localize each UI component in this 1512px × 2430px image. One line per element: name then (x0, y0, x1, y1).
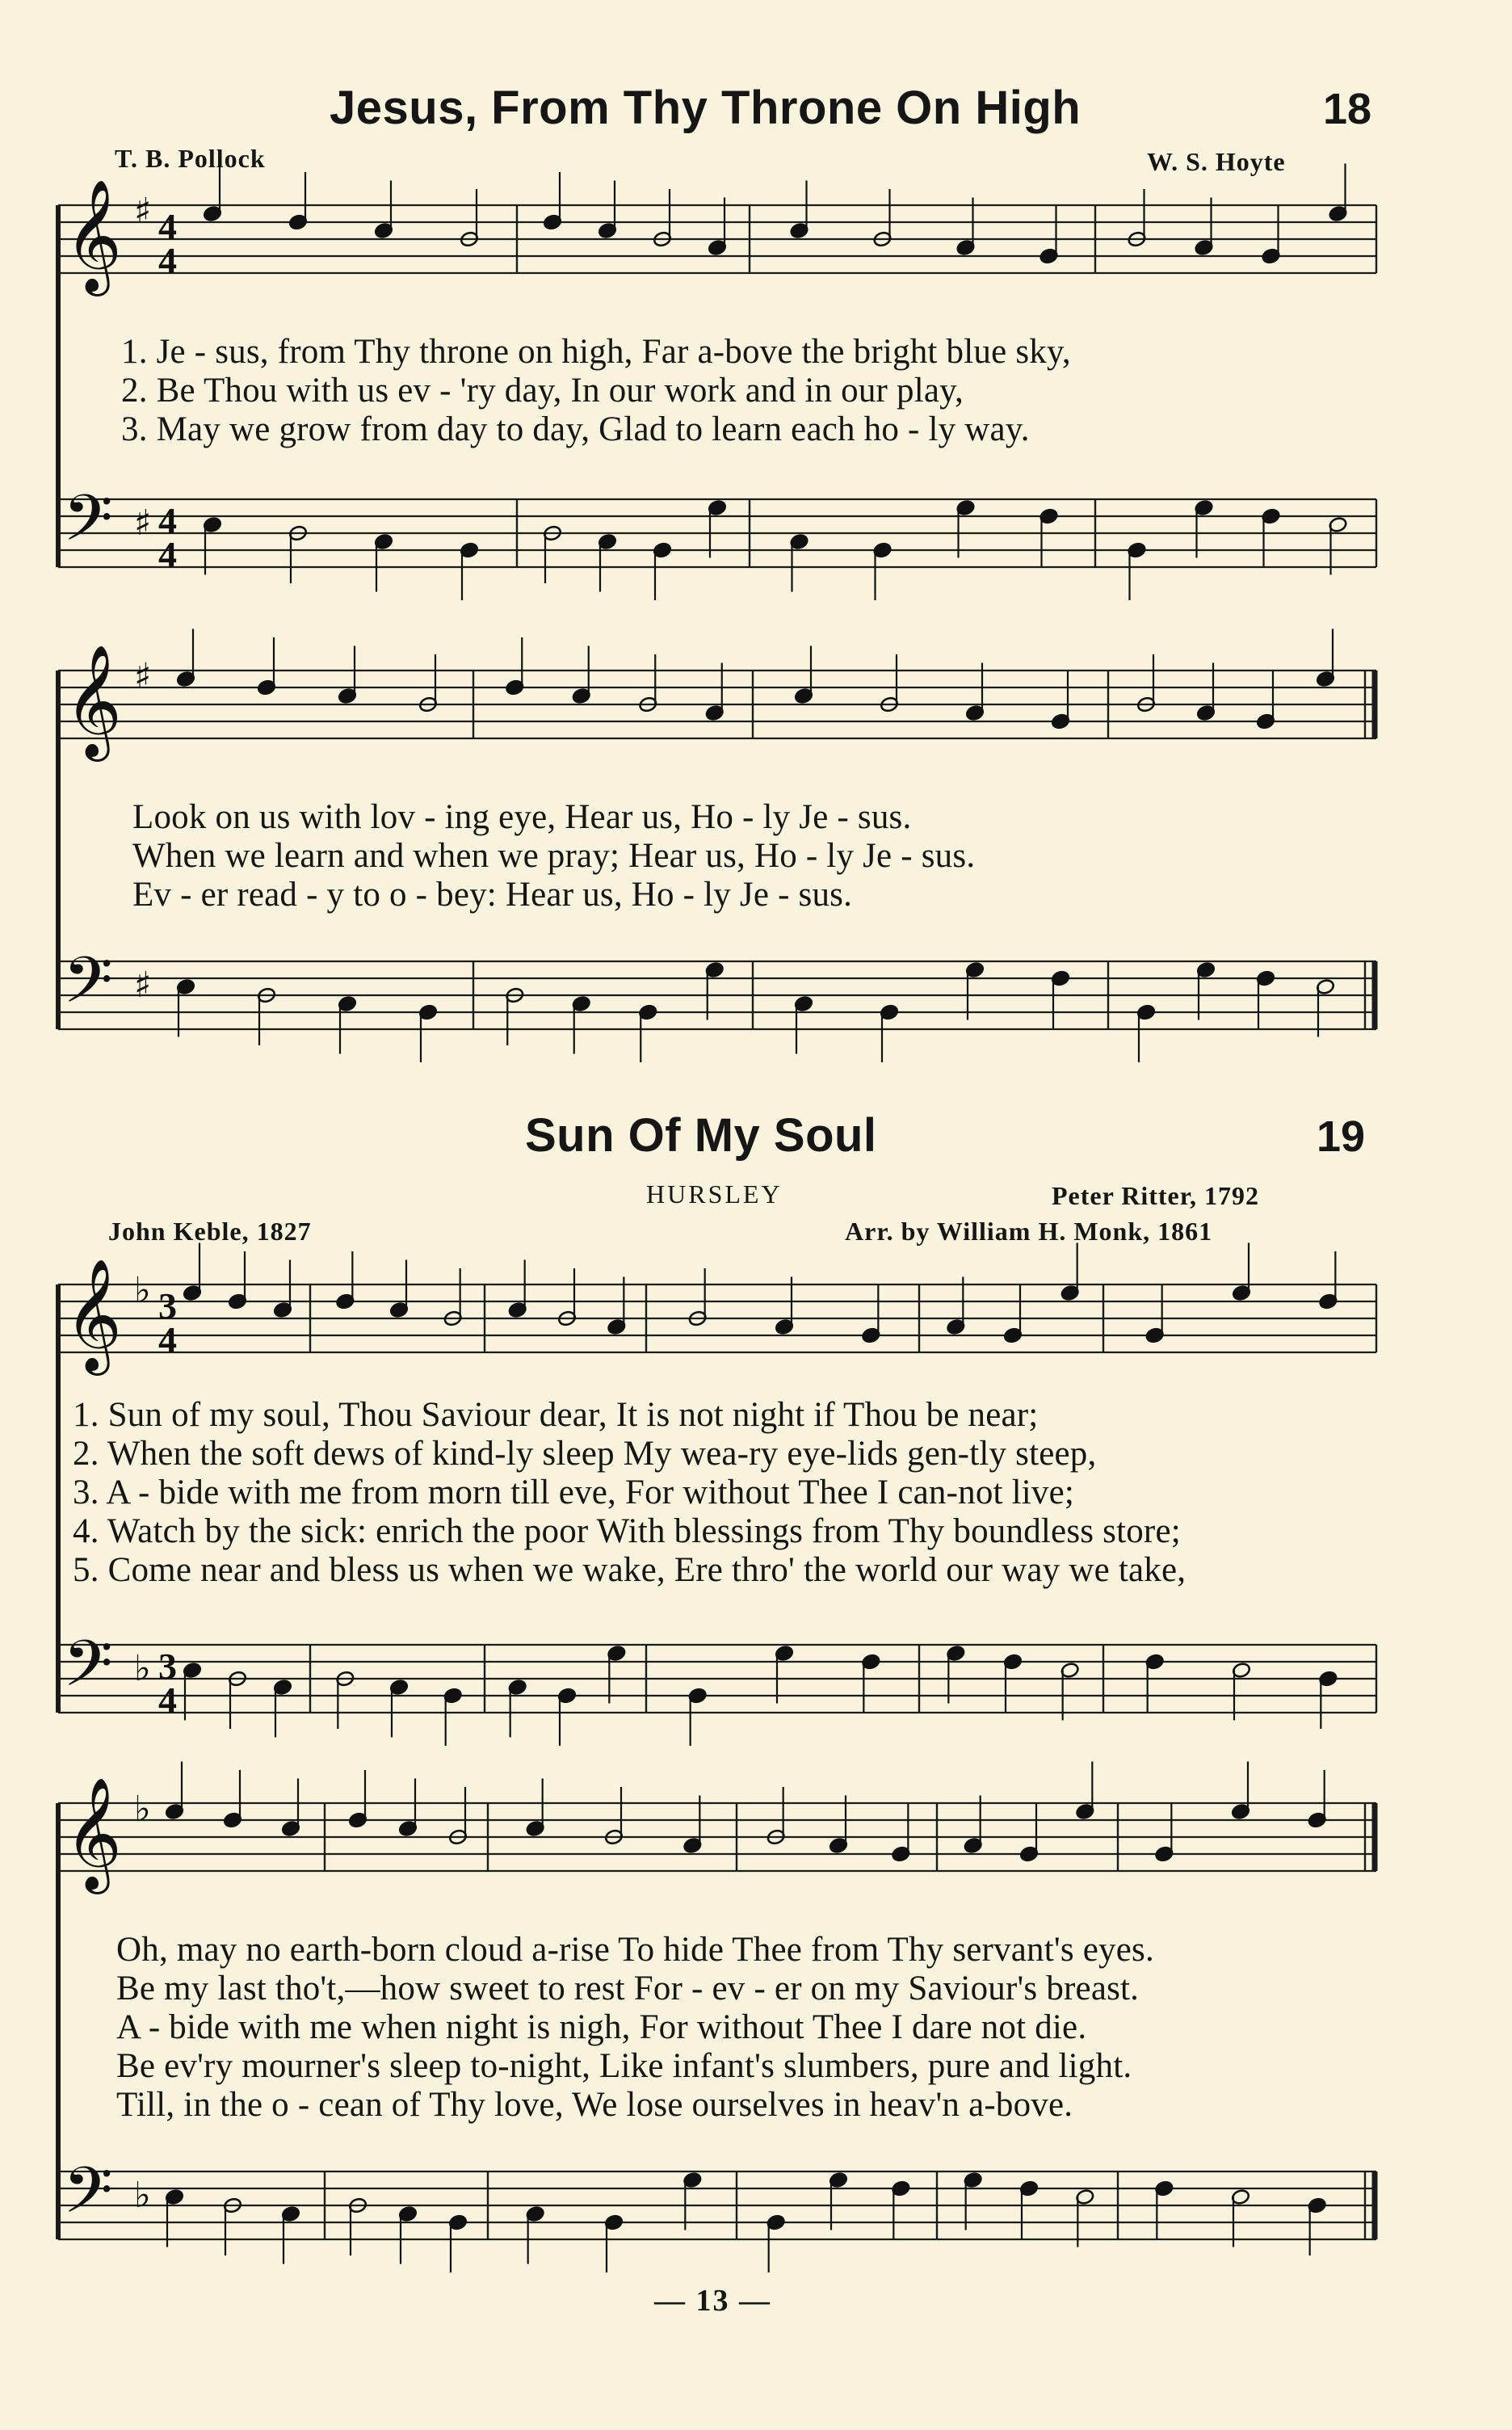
hymn-18-verse-3-line1: 3. May we grow from day to day, Glad to learn each ho - ly way. (121, 410, 1030, 448)
hymn-19-verse-2-line1: 2. When the soft dews of kind-ly sleep My wea-ry eye-lids gen-tly steep, (73, 1435, 1097, 1473)
treble-clef-icon: 𝄞 (65, 1777, 122, 1890)
hymn-19-verse-3-line1: 3. A - bide with me from morn till eve, For without Thee I can-not live; (73, 1474, 1075, 1511)
hymn-19-arranger: Arr. by William H. Monk, 1861 (845, 1217, 1213, 1246)
hymn-18-verse-3-line2: Ev - er read - y to o - bey: Hear us, Ho - ly Je - sus. (132, 876, 853, 914)
time-signature-bottom: 4 (158, 1319, 177, 1360)
bass-clef-icon: 𝄢 (63, 481, 113, 571)
time-signature-bottom: 4 (158, 240, 177, 281)
hymn-18-verse-1-line1: 1. Je - sus, from Thy throne on high, Far a-bove the bright blue sky, (121, 333, 1071, 371)
time-signature-top: 4 (158, 206, 177, 247)
flat-icon: ♭ (134, 1648, 151, 1689)
treble-clef-icon: 𝄞 (65, 179, 122, 292)
time-signature-bottom: 4 (158, 534, 177, 575)
hymn-18-author: T. B. Pollock (115, 144, 266, 173)
hymn-19-verse-3-line2: A - bide with me when night is nigh, For without Thee I dare not die. (116, 2008, 1087, 2046)
flat-icon: ♭ (134, 2175, 151, 2216)
flat-icon: ♭ (134, 1270, 151, 1311)
time-signature-top: 4 (158, 500, 177, 541)
bass-clef-icon: 𝄢 (63, 943, 113, 1033)
hymn-19-verse-1-line2: Oh, may no earth-born cloud a-rise To hide Thee from Thy servant's eyes. (116, 1931, 1154, 1969)
flat-icon: ♭ (134, 1789, 151, 1830)
hymn-19-verse-4-line1: 4. Watch by the sick: enrich the poor With blessings from Thy boundless store; (73, 1512, 1181, 1550)
hymn-18-number: 18 (1323, 85, 1372, 133)
hymn-18-verse-2-line2: When we learn and when we pray; Hear us, Ho - ly Je - sus. (132, 837, 976, 875)
hymn-19-tune-name: HURSLEY (646, 1179, 783, 1209)
time-signature-top: 3 (158, 1646, 177, 1687)
bass-clef-icon: 𝄢 (63, 2153, 113, 2243)
hymn-19-composer: Peter Ritter, 1792 (1052, 1181, 1260, 1210)
sharp-icon: ♯ (134, 965, 152, 1006)
hymn-19-title: Sun Of My Soul (525, 1109, 877, 1162)
hymn-19-verse-4-line2: Be ev'ry mourner's sleep to-night, Like infant's slumbers, pure and light. (116, 2047, 1132, 2085)
time-signature-top: 3 (158, 1285, 177, 1326)
hymn-18-verse-2-line1: 2. Be Thou with us ev - 'ry day, In our work and in our play, (121, 372, 964, 410)
hymn-19-author: John Keble, 1827 (108, 1217, 312, 1246)
hymn-19-verse-1-line1: 1. Sun of my soul, Thou Saviour dear, It is not night if Thou be near; (73, 1396, 1039, 1434)
sharp-icon: ♯ (134, 502, 152, 544)
hymn-18-title: Jesus, From Thy Throne On High (330, 82, 1082, 134)
time-signature-bottom: 4 (158, 1680, 177, 1721)
treble-clef-icon: 𝄞 (65, 645, 122, 757)
hymn-19-verse-5-line2: Till, in the o - cean of Thy love, We lose ourselves in heav'n a-bove. (116, 2086, 1073, 2124)
hymn-19-verse-5-line1: 5. Come near and bless us when we wake, Ere thro' the world our way we take, (73, 1551, 1186, 1589)
hymn-19-number: 19 (1317, 1112, 1366, 1161)
sharp-icon: ♯ (134, 191, 152, 232)
hymn-18-composer: W. S. Hoyte (1147, 147, 1286, 176)
hymn-18-verse-1-line2: Look on us with lov - ing eye, Hear us, Ho - ly Je - sus. (132, 798, 912, 836)
page-number: — 13 — (654, 2284, 771, 2318)
sharp-icon: ♯ (134, 656, 152, 697)
hymn-19-verse-2-line2: Be my last tho't,—how sweet to rest For - ev - er on my Saviour's breast. (116, 1970, 1140, 2007)
bass-clef-icon: 𝄢 (63, 1626, 113, 1717)
treble-clef-icon: 𝄞 (65, 1259, 122, 1371)
